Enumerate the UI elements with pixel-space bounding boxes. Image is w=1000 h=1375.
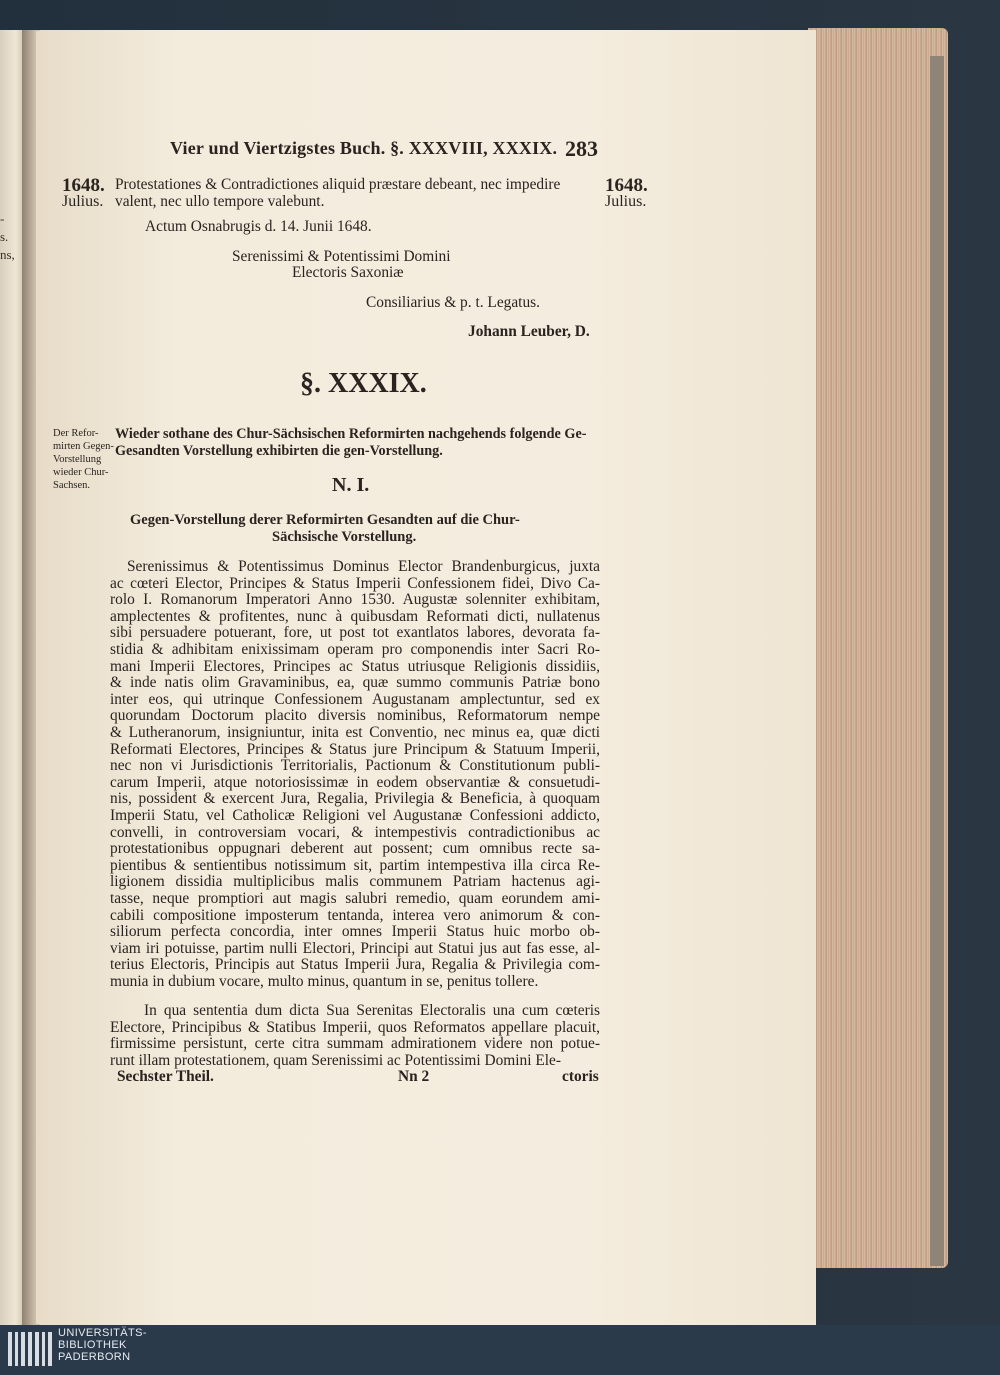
running-header: Vier und Viertzigstes Buch. §. XXXVIII, XXXIX. [170, 138, 558, 158]
opening-line: Protestationes & Contradictiones aliquid præstare debeant, nec impedire [115, 176, 561, 193]
paragraph-line: & inde natis olim Gravaminibus, ea, quæ summo communis Patriæ bono [110, 674, 600, 692]
section-title: §. XXXIX. [300, 368, 427, 399]
paragraph-line: nis, possident & exercent Jura, Regalia, Privilegia & Beneficia, à quoquam [110, 790, 600, 808]
paragraph-line: protestationibus oppugnari deberent aut possent; cum omnibus recte sa- [110, 840, 600, 858]
paragraph-line: carum Imperii, atque notoriosissimæ in eodem observantiæ & consuetudi- [110, 773, 600, 791]
margin-note-line: wieder Chur- [53, 467, 109, 478]
paragraph-line: mani Imperii Electores, Principes ac Status utriusque Religionis dissidiis, [110, 657, 600, 675]
paragraph-line: siliorum perfecta concordia, inter omnes Imperii Status huic morbo ob- [110, 923, 600, 941]
subheading-line: Gegen-Vorstellung derer Reformirten Gesandten auf die Chur- [130, 512, 520, 528]
year-right: 1648. [605, 175, 648, 196]
paragraph-line: munia in dubium vocare, multo minus, quantum in se, penitus tollere. [110, 973, 539, 990]
library-name-line: UNIVERSITÄTS- [58, 1327, 147, 1339]
margin-note-line: mirten Gegen- [53, 441, 114, 452]
sender-title-line: Electoris Saxoniæ [292, 264, 404, 281]
library-name-line: PADERBORN [58, 1351, 131, 1363]
paragraph-line: viam iri potuisse, partim nulli Electori, Principi aut Statui jus aut fas esse, al- [110, 939, 600, 957]
paragraph-line: sibi persuadere potuerant, fore, ut post tot exantlatos labores, devorata fa- [110, 624, 600, 642]
subsection-number: N. I. [332, 474, 370, 496]
footer-volume: Sechster Theil. [117, 1068, 214, 1085]
paragraph-line: Reformati Electores, Principes & Status jure Principum & Statuum Imperii, [110, 740, 600, 758]
sender-office: Consiliarius & p. t. Legatus. [366, 294, 540, 311]
footer-catchword: ctoris [562, 1068, 599, 1085]
paragraph-line: pientibus & sentientibus notissimum sit, partim intempestiva illa circa Re- [110, 856, 600, 874]
subheading-line: Sächsische Vorstellung. [272, 529, 417, 545]
paragraph-line: terius Electoris, Principis aut Status Imperii Jura, Regalia & Privilegia com- [110, 956, 600, 974]
paragraph-line: amplectentes & profitentes, nunc à quibusdam Reformati dicti, nullatenus [110, 607, 600, 625]
paragraph-line: firmissime persistunt, certe citra summam admirationem videre non potue- [110, 1035, 600, 1053]
dated-line: Actum Osnabrugis d. 14. Junii 1648. [145, 218, 372, 235]
year-left: 1648. [62, 175, 105, 196]
page-number: 283 [565, 136, 598, 161]
footer-signature-mark: Nn 2 [398, 1068, 430, 1085]
left-fragment: ns, [0, 247, 15, 262]
margin-note-line: Sachsen. [53, 480, 91, 491]
library-footer [0, 1325, 1000, 1375]
paragraph-line: In qua sententia dum dicta Sua Serenitas Electoralis una cum cœteris [144, 1002, 600, 1019]
left-page-fragments [0, 210, 15, 264]
intro-line: Wieder sothane des Chur-Sächsischen Reformirten nachgehends folgende Ge- [115, 426, 587, 442]
paragraph-line: ligionem dissidia multiplicibus malis communem Patriam hactenus agi- [110, 873, 600, 891]
opening-line: valent, nec ullo tempore valebunt. [115, 193, 325, 210]
library-name [58, 1327, 147, 1363]
margin-note [53, 427, 114, 492]
margin-note-line: Vorstellung [53, 454, 102, 465]
signature: Johann Leuber, D. [468, 323, 590, 340]
book-page-edges [808, 28, 948, 1268]
left-fragment: s. [0, 229, 9, 244]
sender-title-line: Serenissimi & Potentissimi Domini [232, 248, 451, 265]
paragraph-line: & Lutheranorum, insigniuntur, inita est Conventio, nec minus ea, quæ dicti [110, 724, 600, 741]
month-left: Julius. [62, 193, 104, 210]
month-right: Julius. [605, 193, 647, 210]
paragraph-line: Imperii Statu, vel Catholicæ Religioni vel Augustanæ Confessioni addicto, [110, 807, 600, 824]
paragraph-line: stidia & adhibitam enixissimam operam pro componendis inter Sacri Ro- [110, 641, 600, 658]
paragraph-line: Serenissimus & Potentissimus Dominus Elector Brandenburgicus, juxta [127, 558, 600, 575]
paragraph-line: nec non vi Jurisdictionis Territorialis, Pactionum & Constitutionum publi- [110, 757, 600, 775]
paragraph-line: convelli, in controversiam vocari, & intempestivis contradictionibus ac [110, 823, 600, 841]
library-logo [8, 1332, 52, 1366]
paragraph-line: cabili compositione imposterum tentanda, interea vero animorum & con- [110, 906, 600, 924]
paragraph-line: tasse, neque promptiori aut magis salubri remedio, quam eorundem ami- [110, 890, 600, 907]
margin-note-line: Der Refor- [53, 428, 99, 439]
paragraph-line: quorundam Doctorum placito diversis nominibus, Reformatorum nempe [110, 707, 600, 725]
left-fragment: - [0, 211, 5, 226]
library-name-line: BIBLIOTHEK [58, 1339, 127, 1351]
paragraph-line: rolo I. Romanorum Imperatori Anno 1530. Augustæ solenniter exhibitam, [110, 591, 600, 609]
intro-line: Gesandten Vorstellung exhibirten die gen-Vorstellung. [115, 443, 443, 459]
paragraph-line: inter eos, qui utrinque Confessionem Augustanam amplectuntur, sed ex [110, 690, 600, 708]
paragraph-line: ac cœteri Elector, Principes & Status Imperii Confessionem fidei, Divo Ca- [110, 574, 600, 592]
paragraph-line: runt illam protestationem, quam Serenissimi ac Potentissimi Domini Ele- [110, 1051, 561, 1069]
paragraph-line: Electore, Principibus & Statibus Imperii, quos Reformatos appellare placuit, [110, 1018, 600, 1036]
book-cover-edge [930, 56, 944, 1266]
